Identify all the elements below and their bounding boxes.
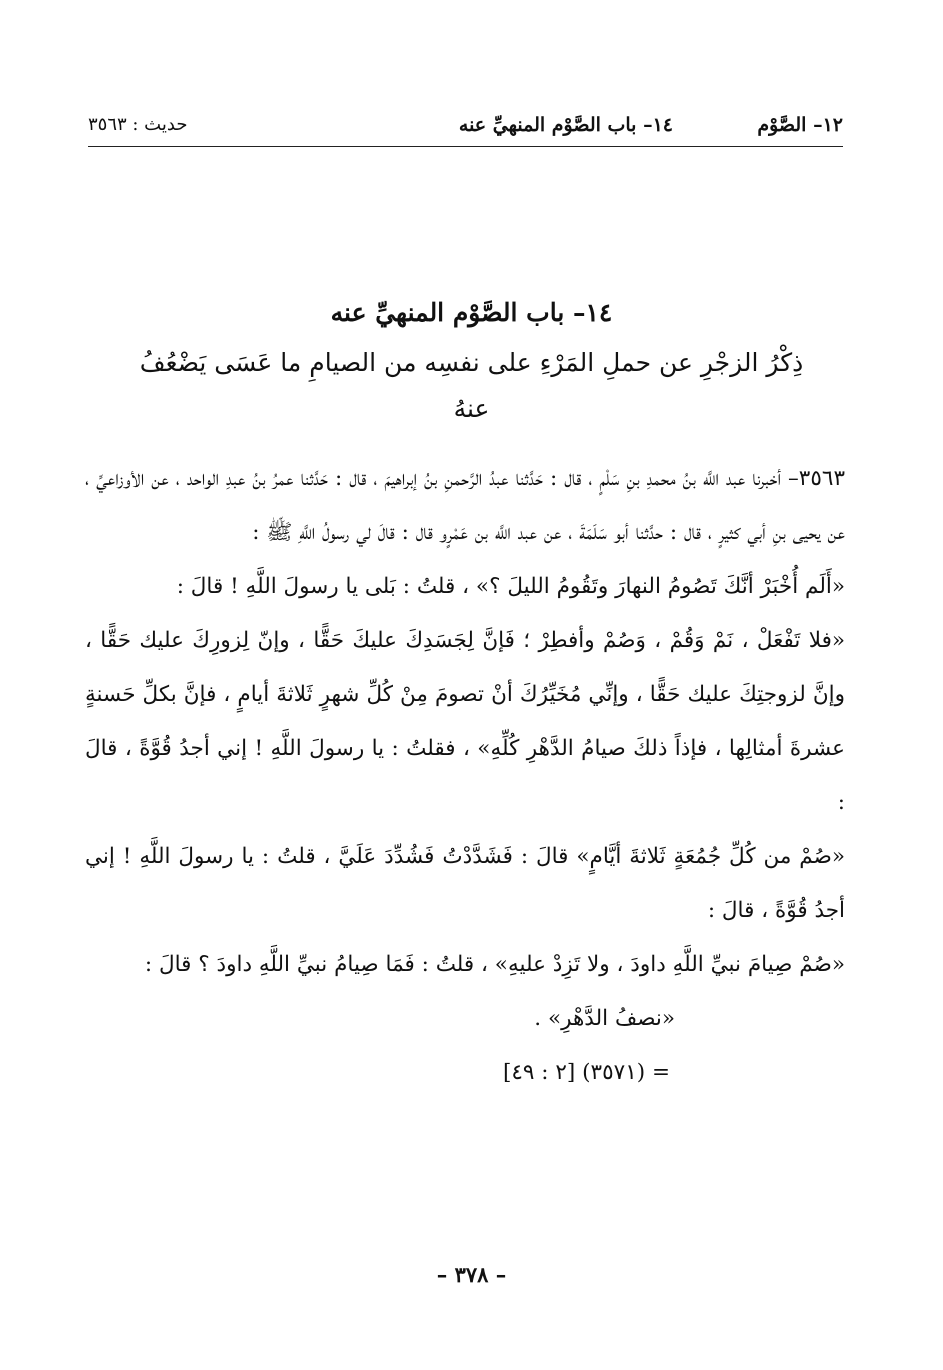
paragraph-question: «أَلَم أُخْبَرْ أنَّكَ تَصُومُ النهارَ وتَقُومُ الليلَ ؟» ، قلتُ : بَلى يا رسولَ اللَّهِ ! قالَ : — [176, 574, 845, 599]
paragraph-dawud-fast: «صُمْ صِيامَ نبيِّ اللَّهِ داودَ ، ولا تَزِدْ عليهِ» ، قلتُ : فَمَا صِيامُ نبيِّ اللَّهِ داودَ ؟ قالَ : — [144, 952, 845, 977]
header-hadith-number: حديث : ٣٥٦٣ — [88, 114, 188, 135]
title-block — [120, 292, 823, 432]
running-header — [88, 110, 843, 147]
chapter-heading: ١٤– باب الصَّوْم المنهيِّ عنه — [330, 298, 613, 327]
hadith-body — [85, 452, 845, 1100]
paragraph-advice: «فلا تَفْعَلْ ، نَمْ وَقُمْ ، وَصُمْ وأفطِرْ ؛ فَإنَّ لِجَسَدِكَ عليكَ حَقًّا ، وإنّ لِزورِكَ عليك حَقًّا ، وإنَّ لزوجتِكَ عليك حَقًّا ، وإنِّي مُخَيِّرُكَ أنْ تصومَ مِنْ كُلِّ شهرٍ ثَلاثةَ أيامٍ ، فإنَّ بكلِّ حَسنةٍ عشرةَ أمثالِها ، فإذاً ذلكَ صيامُ الدَّهْرِ كُلِّهِ» ، فقلتُ : يا رسولَ اللَّهِ ! إني أجدُ قُوَّةً ، قالَ : — [85, 628, 845, 815]
paragraph-half-time: «نصفُ الدَّهْرِ» . — [534, 1006, 675, 1031]
cross-reference: = (٣٥٧١) [٢ : ٤٩] — [502, 1060, 670, 1085]
paragraph-three-days: «صُمْ من كُلِّ جُمُعَةٍ ثَلاثةَ أيَّامٍ» قالَ : فَشَدَّدْتُ فَشُدِّدَ عَلَيَّ ، قلتُ : يا رسولَ اللَّهِ ! إني أجدُ قُوَّةً ، قالَ : — [85, 844, 845, 923]
paragraph-isnad: ٣٥٦٣– أخبرنا عبد اللَّه بنُ محمدِ بنِ سَلْمٍ ، قال : حَدَّثنا عبدُ الرَّحمنِ بنُ إبراهيمَ ، قال : حَدَّثنا عمرُ بنُ عبدِ الواحد ، عن الأوزاعيِّ ، عن يحيى بنِ أبي كثيرٍ ، قال : حدَّثنا أبو سَلَمَةَ ، عن عبد اللَّه بن عَمْرٍو قال : قالَ لي رسولُ اللَّهِ ﷺ : — [85, 466, 845, 545]
header-section-title: ١٤– باب الصَّوْم المنهيِّ عنه — [458, 114, 673, 136]
header-chapter-title: ١٢– الصَّوْم — [757, 114, 843, 136]
page-number: – ٣٧٨ – — [436, 1262, 507, 1287]
section-subheading: ذِكْرُ الزجْرِ عن حملِ المَرْءِ على نفسِه من الصيامِ ما عَسَى يَضْعُفُ عنهُ — [139, 348, 804, 423]
